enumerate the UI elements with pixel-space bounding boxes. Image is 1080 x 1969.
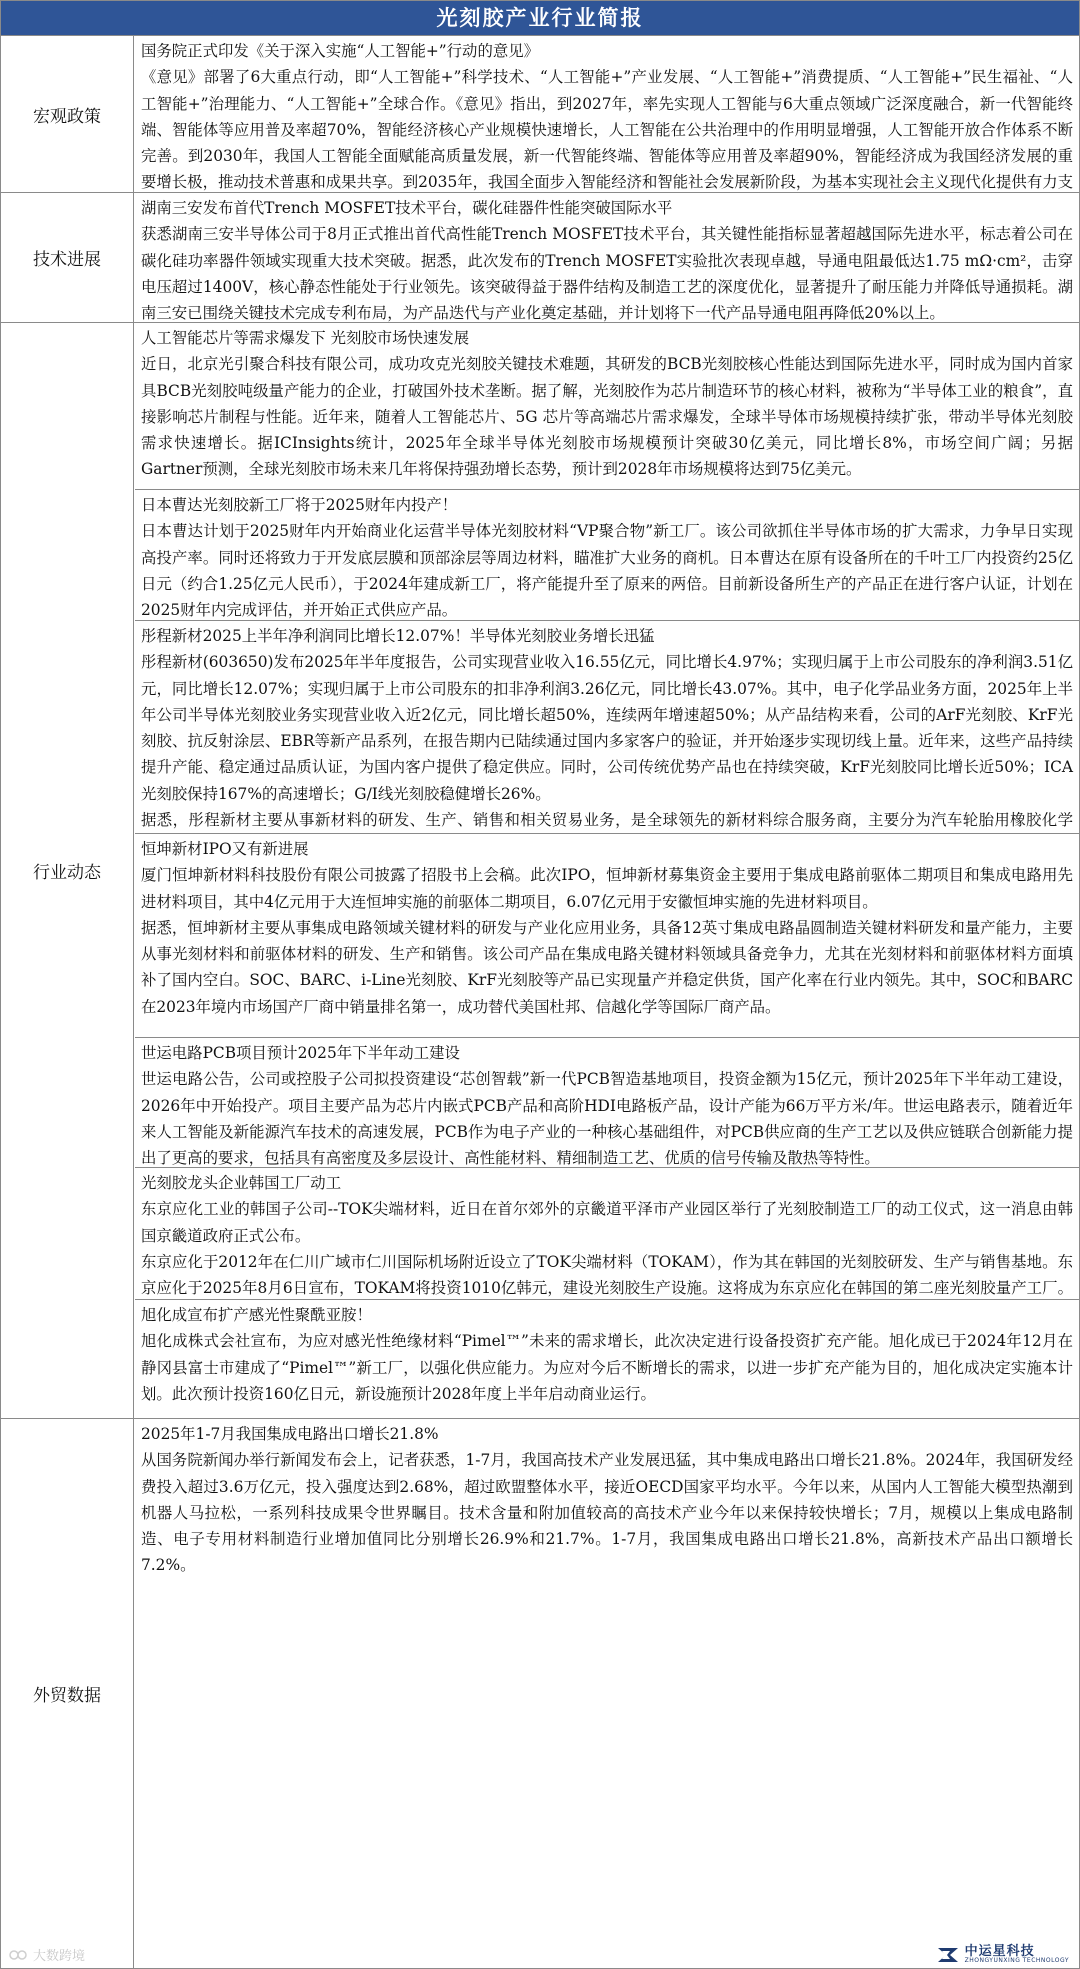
news-paragraph: 东京应化工业的韩国子公司--TOK尖端材料，近日在首尔郊外的京畿道平泽市产业园区举行了光刻胶制造工厂的动工仪式，这一消息由韩国京畿道政府正式公布。 bbox=[141, 1200, 1073, 1245]
category-label: 宏观政策 bbox=[1, 36, 134, 192]
category-label: 行业动态 bbox=[1, 323, 134, 1418]
section-industry-news bbox=[1, 322, 1079, 1418]
news-item bbox=[135, 1038, 1079, 1167]
watermark-icon bbox=[9, 1948, 29, 1962]
section-macro-policy bbox=[1, 35, 1079, 192]
section-tech-progress bbox=[1, 192, 1079, 322]
news-item bbox=[135, 834, 1079, 1037]
news-headline: 国务院正式印发《关于深入实施“人工智能+”行动的意见》 bbox=[141, 42, 540, 60]
news-paragraph: 日本曹达计划于2025财年内开始商业化运营半导体光刻胶材料“VP聚合物”新工厂。该公司欲抓住半导体市场的扩大需求，力争早日实现高投产率。同时还将致力于开发底层膜和顶部涂层等周边材料，瞄准扩大业务的商机。日本曹达在原有设备所在的千叶工厂内投资约25亿日元（约合1.25亿元人民币），于2024年建成新工厂，将产能提升至了原来的两倍。目前新设备所生产的产品正在进行客户认证，计划在2025财年内完成评估，并开始正式供应产品。 bbox=[141, 522, 1073, 620]
news-paragraph: 旭化成株式会社宣布，为应对感光性绝缘材料“Pimel™”未来的需求增长，此次决定进行设备投资扩充产能。旭化成已于2024年12月在静冈县富士市建成了“Pimel™”新工厂，以强化供应能力。为应对今后不断增长的需求，以进一步扩充产能为目的，旭化成决定实施本计划。此次预计投资160亿日元，新设施预计2028年度上半年启动商业运行。 bbox=[141, 1332, 1073, 1403]
logo-mark-icon bbox=[936, 1946, 960, 1964]
news-headline: 彤程新材2025上半年净利润同比增长12.07%！半导体光刻胶业务增长迅猛 bbox=[141, 627, 655, 645]
news-headline: 2025年1-7月我国集成电路出口增长21.8% bbox=[141, 1425, 439, 1443]
logo-en: ZHONGYUNXING TECHNOLOGY bbox=[964, 1957, 1069, 1964]
logo-cn: 中运星科技 bbox=[964, 1944, 1035, 1959]
news-item bbox=[135, 36, 1079, 193]
news-paragraph: 据悉，彤程新材主要从事新材料的研发、生产、销售和相关贸易业务，是全球领先的新材料综合服务商，主要分为汽车轮胎用橡胶化学 bbox=[141, 811, 1073, 830]
news-item bbox=[135, 193, 1079, 323]
category-label: 外贸数据 bbox=[1, 1419, 134, 1968]
watermark-text: 大数跨境 bbox=[33, 1949, 86, 1964]
news-item bbox=[135, 1300, 1079, 1419]
news-headline: 旭化成宣布扩产感光性聚酰亚胺！ bbox=[141, 1306, 372, 1324]
news-paragraph: 彤程新材(603650)发布2025年半年度报告，公司实现营业收入16.55亿元，同比增长4.97%；实现归属于上市公司股东的净利润3.51亿元，同比增长12.07%；实现归属于上市公司股东的扣非净利润3.26亿元，同比增长43.07%。其中，电子化学品业务方面，2025年上半年公司半导体光刻胶业务实现营业收入近2亿元，同比增长超50%，连续两年增速超50%；从产品结构来看，公司的ArF光刻胶、KrF光刻胶、抗反射涂层、EBR等新产品系列，在报告期内已陆续通过国内多家客户的验证，并开始逐步实现切线上量。近年来，这些产品持续提升产能、稳定通过品质认证，为国内客户提供了稳定供应。同时，公司传统优势产品也在持续突破，KrF光刻胶同比增长近50%；ICA光刻胶保持167%的高速增长；G/I线光刻胶稳健增长26%。 bbox=[141, 653, 1073, 803]
news-paragraph: 世运电路公告，公司或控股子公司拟投资建设“芯创智载”新一代PCB智造基地项目，投资金额为15亿元，预计2025年下半年动工建设，2026年中开始投产。项目主要产品为芯片内嵌式PCB产品和高阶HDI电路板产品，设计产能为66万平方米/年。世运电路表示，随着近年来人工智能及新能源汽车技术的高速发展，PCB作为电子产业的一种核心基础组件，对PCB供应商的生产工艺以及供应链联合创新能力提出了更高的要求，包括具有高密度及多层设计、高性能材料、精细制造工艺、优质的信号传输及散热等特性。 bbox=[141, 1070, 1073, 1167]
news-paragraph: 获悉湖南三安半导体公司于8月正式推出首代高性能Trench MOSFET技术平台，其关键性能指标显著超越国际先进水平，标志着公司在碳化硅功率器件领域实现重大技术突破。据悉，此次发布的Trench MOSFET实验批次表现卓越，导通电阻最低达1.75 mΩ·cm²，击穿电压超过1400V，核心静态性能处于行业领先。该突破得益于器件结构及制造工艺的深度优化，显著提升了耐压能力并降低导通损耗。湖南三安已围绕关键技术完成专利布局，为产品迭代与产业化奠定基础，并计划将下一代产品导通电阻再降低20%以上。 bbox=[141, 225, 1073, 323]
news-headline: 日本曹达光刻胶新工厂将于2025财年内投产！ bbox=[141, 496, 458, 514]
news-item bbox=[135, 1168, 1079, 1299]
news-paragraph: 据悉，恒坤新材主要从事集成电路领域关键材料的研发与产业化应用业务，具备12英寸集成电路晶圆制造关键材料研发和量产能力，主要从事光刻材料和前驱体材料的研发、生产和销售。该公司产品在集成电路关键材料领域具备竞争力，尤其在光刻材料和前驱体材料方面填补了国内空白。SOC、BARC、i-Line光刻胶、KrF光刻胶等产品已实现量产并稳定供货，国产化率在行业内领先。其中，SOC和BARC在2023年境内市场国产厂商中销量排名第一，成功替代美国杜邦、信越化学等国际厂商产品。 bbox=[141, 918, 1073, 1016]
news-paragraph: 近日，北京光引聚合科技有限公司，成功攻克光刻胶关键技术难题，其研发的BCB光刻胶核心性能达到国际先进水平，同时成为国内首家具BCB光刻胶吨级量产能力的企业，打破国外技术垄断。据了解，光刻胶作为芯片制造环节的核心材料，被称为“半导体工业的粮食”，直接影响芯片制程与性能。近年来，随着人工智能芯片、5G 芯片等高端芯片需求爆发，全球半导体市场规模持续扩张，带动半导体光刻胶需求快速增长。据ICInsights统计，2025年全球半导体光刻胶市场规模预计突破30亿美元，同比增长8%，市场空间广阔；另据Gartner预测，全球光刻胶市场未来几年将保持强劲增长态势，预计到2028年市场规模将达到75亿美元。 bbox=[141, 355, 1073, 479]
news-headline: 人工智能芯片等需求爆发下 光刻胶市场快速发展 bbox=[141, 329, 470, 347]
category-label: 技术进展 bbox=[1, 193, 134, 322]
news-headline: 湖南三安发布首代Trench MOSFET技术平台，碳化硅器件性能突破国际水平 bbox=[141, 199, 673, 217]
news-item bbox=[135, 1419, 1079, 1969]
company-logo bbox=[936, 1945, 1069, 1964]
news-headline: 世运电路PCB项目预计2025年下半年动工建设 bbox=[141, 1044, 460, 1062]
news-paragraph: 从国务院新闻办举行新闻发布会上，记者获悉，1-7月，我国高技术产业发展迅猛，其中集成电路出口增长21.8%。2024年，我国研发经费投入超过3.6万亿元，投入强度达到2.68%，超过欧盟整体水平，接近OECD国家平均水平。今年以来，从国内人工智能大模型热潮到机器人马拉松，一系列科技成果令世界瞩目。技术含量和附加值较高的高技术产业今年以来保持较快增长；7月，规模以上集成电路制造、电子专用材料制造行业增加值同比分别增长26.9%和21.7%。1-7月，我国集成电路出口增长21.8%，高新技术产品出口额增长7.2%。 bbox=[141, 1451, 1073, 1575]
news-item bbox=[135, 323, 1079, 489]
news-paragraph: 东京应化于2012年在仁川广域市仁川国际机场附近设立了TOK尖端材料（TOKAM），作为其在韩国的光刻胶研发、生产与销售基地。东京应化于2025年8月6日宣布，TOKAM将投资1010亿韩元，建设光刻胶生产设施。这将成为东京应化在韩国的第二座光刻胶量产工厂。 bbox=[141, 1252, 1073, 1298]
news-headline: 光刻胶龙头企业韩国工厂动工 bbox=[141, 1174, 342, 1192]
news-item bbox=[135, 490, 1079, 620]
watermark bbox=[9, 1945, 85, 1964]
news-item bbox=[135, 621, 1079, 833]
news-paragraph: 厦门恒坤新材料科技股份有限公司披露了招股书上会稿。此次IPO，恒坤新材募集资金主要用于集成电路前驱体二期项目和集成电路用先进材料项目，其中4亿元用于大连恒坤实施的前驱体二期项目，6.07亿元用于安徽恒坤实施的先进材料项目。 bbox=[141, 866, 1073, 911]
news-headline: 恒坤新材IPO又有新进展 bbox=[141, 840, 309, 858]
section-trade-data bbox=[1, 1418, 1079, 1968]
news-paragraph: 《意见》部署了6大重点行动，即“人工智能+”科学技术、“人工智能+”产业发展、“人工智能+”消费提质、“人工智能+”民生福祉、“人工智能+”治理能力、“人工智能+”全球合作。《意见》指出，到2027年，率先实现人工智能与6大重点领域广泛深度融合，新一代智能终端、智能体等应用普及率超70%，智能经济核心产业规模快速增长，人工智能在公共治理中的作用明显增强，人工智能开放合作体系不断完善。到2030年，我国人工智能全面赋能高质量发展，新一代智能终端、智能体等应用普及率超90%，智能经济成为我国经济发展的重要增长极，推动技术普惠和成果共享。到2035年，我国全面步入智能经济和智能社会发展新阶段，为基本实现社会主义现代化提供有力支 bbox=[141, 68, 1073, 192]
page-title: 光刻胶产业行业简报 bbox=[1, 1, 1079, 35]
